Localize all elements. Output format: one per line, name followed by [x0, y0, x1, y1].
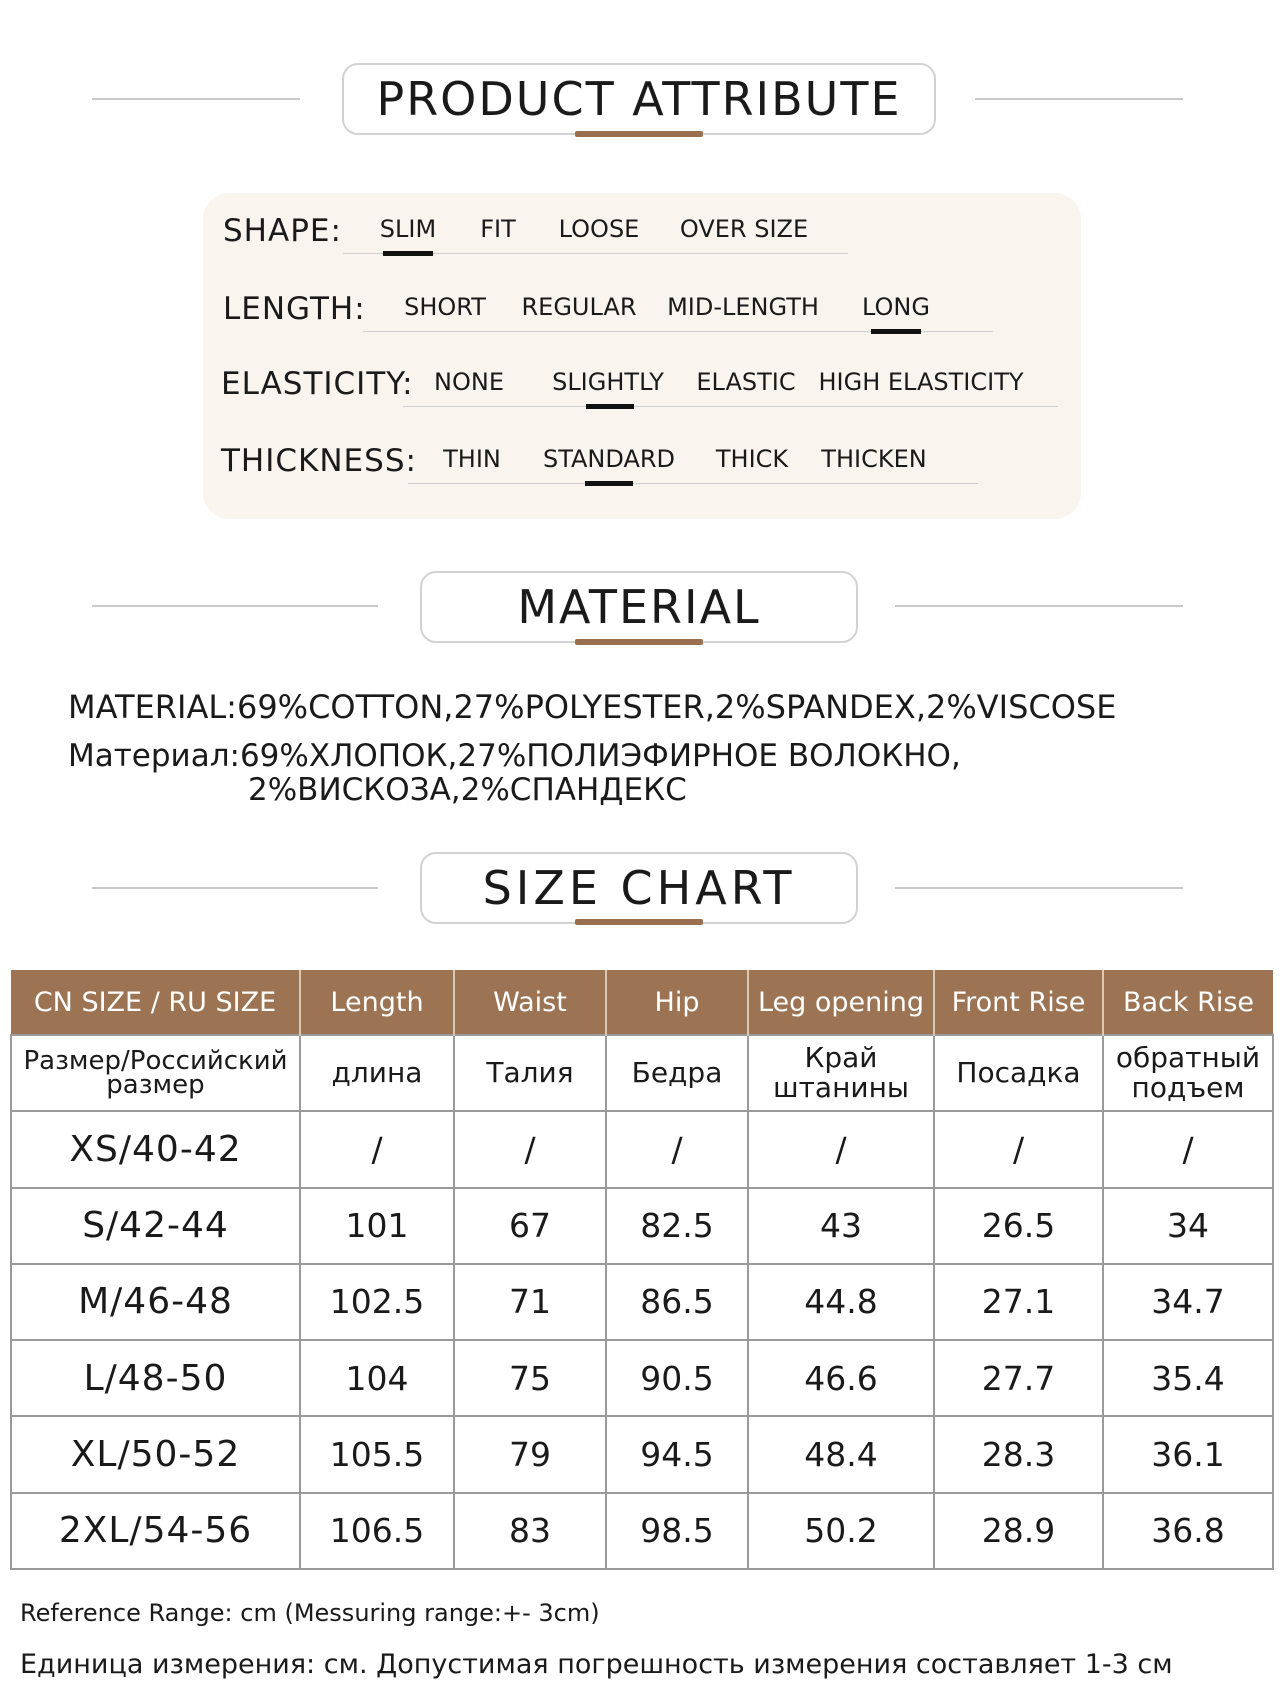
- table-cell: /: [1103, 1111, 1273, 1187]
- selected-marker: [383, 251, 433, 256]
- attribute-row-elasticity: [203, 366, 1081, 426]
- table-cell: 90.5: [606, 1340, 748, 1416]
- divider-line: [92, 98, 300, 100]
- material-en-label: MATERIAL:: [68, 688, 237, 726]
- section-accent-bar: [575, 131, 703, 137]
- table-cell: 34.7: [1103, 1264, 1273, 1340]
- ru-header-line: Размер/Российский: [23, 1046, 288, 1077]
- selected-marker: [585, 481, 633, 486]
- ru-header-line: размер: [106, 1070, 205, 1101]
- selected-marker: [871, 329, 921, 334]
- divider-line: [92, 605, 378, 607]
- column-header: Front Rise: [934, 970, 1103, 1035]
- material-en-value: 69%COTTON,27%POLYESTER,2%SPANDEX,2%VISCOSE: [236, 688, 1117, 726]
- ru-header-line: Посадка: [956, 1056, 1081, 1090]
- ru-header-cell: [934, 1035, 1103, 1111]
- table-cell: /: [606, 1111, 748, 1187]
- table-cell: 27.1: [934, 1264, 1103, 1340]
- ru-header-line: Талия: [486, 1056, 574, 1090]
- table-header-row: [11, 970, 1273, 1035]
- attribute-option: STANDARD: [542, 445, 676, 473]
- table-cell: 28.3: [934, 1416, 1103, 1492]
- divider-line: [92, 887, 378, 889]
- table-row: [11, 1340, 1273, 1416]
- table-cell: 36.1: [1103, 1416, 1273, 1492]
- table-row: [11, 1493, 1273, 1569]
- table-cell: 71: [454, 1264, 606, 1340]
- table-cell: 36.8: [1103, 1493, 1273, 1569]
- size-cell: XS/40-42: [11, 1111, 300, 1187]
- attribute-label: THICKNESS:: [221, 443, 417, 479]
- attribute-option: THICKEN: [821, 445, 927, 473]
- column-header: Leg opening: [748, 970, 934, 1035]
- table-cell: 83: [454, 1493, 606, 1569]
- ru-header-cell: [300, 1035, 454, 1111]
- table-cell: 26.5: [934, 1188, 1103, 1264]
- size-cell: S/42-44: [11, 1188, 300, 1264]
- divider-line: [895, 887, 1183, 889]
- table-row: [11, 1264, 1273, 1340]
- attribute-option: SLIM: [379, 215, 437, 243]
- material-ru-label: Материал:: [68, 738, 240, 774]
- table-row: [11, 1188, 1273, 1264]
- table-cell: 50.2: [748, 1493, 934, 1569]
- column-header: Waist: [454, 970, 606, 1035]
- table-row: [11, 1416, 1273, 1492]
- ru-header-cell: [606, 1035, 748, 1111]
- section-title-size-chart: SIZE CHART: [420, 852, 858, 924]
- section-title-product-attribute: PRODUCT ATTRIBUTE: [342, 63, 936, 135]
- attribute-row-thickness: [203, 443, 1081, 503]
- attribute-option: NONE: [434, 368, 504, 396]
- ru-header-cell: [1103, 1035, 1273, 1111]
- table-cell: 102.5: [300, 1264, 454, 1340]
- size-cell: M/46-48: [11, 1264, 300, 1340]
- attribute-underline: [408, 483, 978, 484]
- attribute-option: THICK: [715, 445, 789, 473]
- table-cell: 67: [454, 1188, 606, 1264]
- ru-header-line: длина: [331, 1056, 423, 1090]
- attribute-underline: [403, 406, 1058, 407]
- material-ru-value-line2: 2%ВИСКОЗА,2%СПАНДЕКС: [248, 772, 687, 808]
- ru-header-line: подъем: [1131, 1071, 1245, 1105]
- material-ru: [68, 738, 961, 774]
- ru-header-line: Бедра: [631, 1056, 723, 1090]
- section-title-material: MATERIAL: [420, 571, 858, 643]
- attribute-row-shape: [203, 213, 1081, 273]
- attribute-option: SHORT: [404, 293, 486, 321]
- table-cell: 106.5: [300, 1493, 454, 1569]
- table-row: [11, 1111, 1273, 1187]
- attribute-panel: [203, 193, 1081, 519]
- attribute-option: HIGH ELASTICITY: [818, 368, 1024, 396]
- column-header: Back Rise: [1103, 970, 1273, 1035]
- ru-header-line: обратный: [1115, 1041, 1261, 1075]
- attribute-option: ELASTIC: [696, 368, 796, 396]
- size-chart-table: [10, 970, 1274, 1570]
- table-cell: 79: [454, 1416, 606, 1492]
- table-cell: 104: [300, 1340, 454, 1416]
- table-cell: /: [934, 1111, 1103, 1187]
- table-cell: 48.4: [748, 1416, 934, 1492]
- attribute-option: FIT: [480, 215, 516, 243]
- ru-header-cell: [454, 1035, 606, 1111]
- attribute-label: LENGTH:: [223, 291, 366, 327]
- attribute-row-length: [203, 291, 1081, 351]
- table-cell: 101: [300, 1188, 454, 1264]
- table-cell: 27.7: [934, 1340, 1103, 1416]
- attribute-option: THIN: [443, 445, 501, 473]
- reference-note-ru: Единица измерения: см. Допустимая погрешность измерения составляет 1-3 см: [20, 1649, 1173, 1680]
- divider-line: [975, 98, 1183, 100]
- table-cell: 86.5: [606, 1264, 748, 1340]
- column-header: Hip: [606, 970, 748, 1035]
- ru-header-cell: [748, 1035, 934, 1111]
- size-cell: L/48-50: [11, 1340, 300, 1416]
- attribute-option: SLIGHTLY: [552, 368, 664, 396]
- ru-header-line: штанины: [772, 1071, 909, 1105]
- table-cell: 28.9: [934, 1493, 1103, 1569]
- table-cell: 105.5: [300, 1416, 454, 1492]
- material-ru-continued: [248, 772, 687, 808]
- material-en: [68, 688, 1116, 726]
- attribute-label: ELASTICITY:: [221, 366, 414, 402]
- table-cell: 82.5: [606, 1188, 748, 1264]
- selected-marker: [586, 404, 634, 409]
- section-accent-bar: [575, 919, 703, 925]
- table-cell: 46.6: [748, 1340, 934, 1416]
- size-cell: XL/50-52: [11, 1416, 300, 1492]
- attribute-option: OVER SIZE: [679, 215, 809, 243]
- attribute-label: SHAPE:: [223, 213, 342, 249]
- column-header: CN SIZE / RU SIZE: [11, 970, 300, 1035]
- attribute-option: MID-LENGTH: [667, 293, 819, 321]
- material-ru-value: 69%ХЛОПОК,27%ПОЛИЭФИРНОЕ ВОЛОКНО,: [239, 738, 961, 774]
- column-header: Length: [300, 970, 454, 1035]
- reference-note-en: Reference Range: cm (Messuring range:+- 3cm): [20, 1599, 600, 1627]
- divider-line: [895, 605, 1183, 607]
- ru-header-cell: [11, 1035, 300, 1111]
- attribute-option: REGULAR: [521, 293, 637, 321]
- table-cell: 35.4: [1103, 1340, 1273, 1416]
- table-cell: 34: [1103, 1188, 1273, 1264]
- attribute-option: LOOSE: [558, 215, 640, 243]
- table-cell: 75: [454, 1340, 606, 1416]
- table-cell: /: [454, 1111, 606, 1187]
- table-cell: /: [300, 1111, 454, 1187]
- table-cell: /: [748, 1111, 934, 1187]
- table-cell: 43: [748, 1188, 934, 1264]
- table-ru-header-row: [11, 1035, 1273, 1111]
- attribute-option: LONG: [862, 293, 930, 321]
- section-accent-bar: [575, 639, 703, 645]
- ru-header-line: Край: [804, 1041, 878, 1075]
- table-cell: 98.5: [606, 1493, 748, 1569]
- table-cell: 94.5: [606, 1416, 748, 1492]
- table-cell: 44.8: [748, 1264, 934, 1340]
- size-cell: 2XL/54-56: [11, 1493, 300, 1569]
